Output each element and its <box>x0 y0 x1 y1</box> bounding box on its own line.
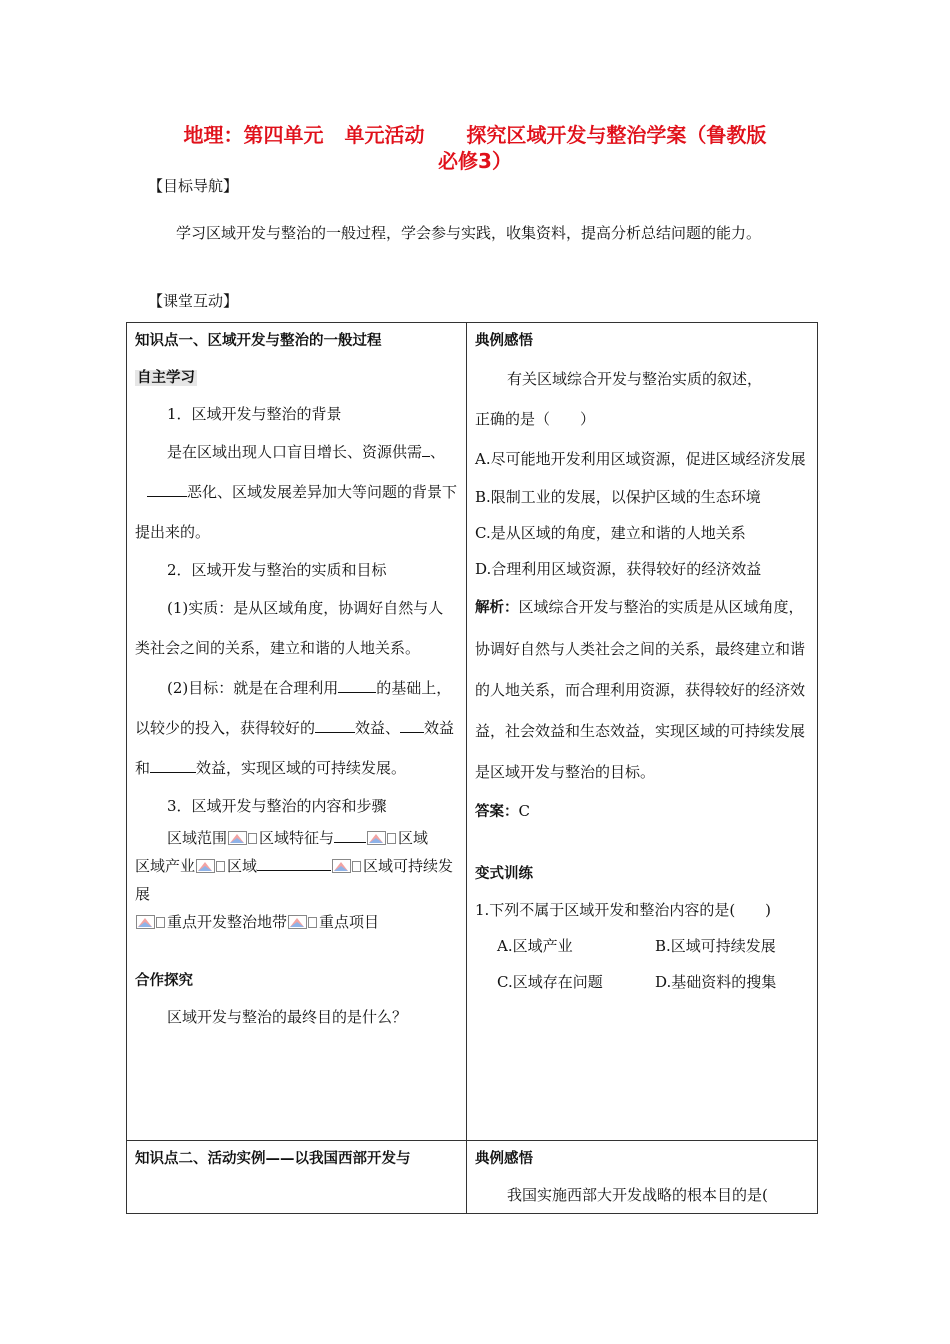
table-row <box>127 323 818 1141</box>
title-line-1: 地理：第四单元 单元活动 探究区域开发与整治学案（鲁教版 <box>183 123 767 147</box>
coop-label: 合作探究 <box>135 973 193 989</box>
point2-title: 知识点二、活动实例——以我国西部开发与 <box>135 1151 411 1167</box>
goal-heading: 【目标导航】 <box>148 177 239 195</box>
goal-text: 学习区域开发与整治的一般过程，学会参与实践，收集资料，提高分析总结问题的能力。 <box>176 224 762 242</box>
flow-step-7: 重点项目 <box>319 913 380 931</box>
left-cell-2 <box>127 1141 467 1214</box>
broken-arrow-icon <box>332 859 362 873</box>
item3-title: 3．区域开发与整治的内容和步骤 <box>167 797 387 815</box>
example-heading: 典例感悟 <box>475 333 533 349</box>
blank-7 <box>334 824 366 843</box>
variant-question: 1.下列不属于区域开发和整治内容的是( ) <box>475 901 772 919</box>
broken-arrow-icon <box>196 859 226 873</box>
item1-text-b: 、 <box>430 443 446 461</box>
item1-text-c: 恶化、区域发展差异加大等问题的背景下提出来的。 <box>135 483 458 541</box>
broken-arrow-icon <box>136 915 166 929</box>
option-c: C.是从区域的角度，建立和谐的人地关系 <box>475 524 746 542</box>
example-question-b: 正确的是（ ） <box>475 410 596 428</box>
blank-3 <box>338 674 376 693</box>
left-cell-1 <box>127 323 467 1141</box>
broken-arrow-icon <box>367 831 397 845</box>
item2-title: 2．区域开发与整治的实质和目标 <box>167 561 387 579</box>
steps-flow: 区域范围 区域特征与 区域 区域产业 区域 区域可持续发展 重点开发整治地带 重点项目 <box>135 824 458 936</box>
document-title <box>120 122 830 174</box>
option-a: A.尽可能地开发利用区域资源，促进区域经济发展 <box>475 450 806 468</box>
flow-step-6: 重点开发整治地带 <box>167 913 288 931</box>
flow-step-4: 区域 <box>227 857 258 875</box>
blank-4 <box>315 714 355 733</box>
blank-8 <box>257 852 331 871</box>
classroom-heading: 【课堂互动】 <box>148 292 239 310</box>
right-cell-1 <box>467 323 818 1141</box>
self-study-label: 自主学习 <box>137 370 195 386</box>
variant-option-b: B.区域可持续发展 <box>655 937 776 955</box>
blank-2 <box>147 478 187 497</box>
flow-step-2: 区域特征与 <box>259 829 335 847</box>
blank-6 <box>150 754 196 773</box>
item2-essence: (1)实质：是从区域角度，协调好自然与人类社会之间的关系，建立和谐的人地关系。 <box>135 599 444 657</box>
study-table <box>126 322 818 1214</box>
right-cell-2 <box>467 1141 818 1214</box>
broken-arrow-icon <box>228 831 258 845</box>
broken-arrow-icon <box>288 915 318 929</box>
flow-step-5: 区域可持续发展 <box>135 857 454 903</box>
answer-value: C <box>518 802 530 820</box>
coop-question: 区域开发与整治的最终目的是什么？ <box>167 1008 408 1026</box>
answer-label: 答案： <box>475 804 519 820</box>
item1-title: 1．区域开发与整治的背景 <box>167 405 342 423</box>
item1-text-a: 是在区域出现人口盲目增长、资源供需 <box>167 443 423 461</box>
item2-goal-d: 效益和 <box>135 719 455 777</box>
analysis-label: 解析： <box>475 600 519 616</box>
blank-5 <box>400 714 424 733</box>
blank-1 <box>422 438 430 457</box>
title-line-2: 必修3） <box>438 149 512 173</box>
flow-step-3: 区域产业 <box>135 857 196 875</box>
example-question-a: 有关区域综合开发与整治实质的叙述， <box>507 370 763 388</box>
option-d: D.合理利用区域资源，获得较好的经济效益 <box>475 560 762 578</box>
item2-goal-a: (2)目标：就是在合理利用 <box>167 679 339 697</box>
point1-title: 知识点一、区域开发与整治的一般过程 <box>135 333 382 349</box>
analysis-text: 区域综合开发与整治的实质是从区域角度，协调好自然与人类社会之间的关系，最终建立和谐的人地关系，而合理利用资源，获得较好的经济效益，社会效益和生态效益，实现区域的可持续发展是区域开发与整治的目标。 <box>475 598 806 781</box>
example2-heading: 典例感悟 <box>475 1151 533 1167</box>
item2-goal-e: 效益，实现区域的可持续发展。 <box>196 759 407 777</box>
variant-heading: 变式训练 <box>475 866 533 882</box>
item2-goal-c: 效益、 <box>355 719 401 737</box>
variant-option-c: C.区域存在问题 <box>497 973 603 991</box>
example2-question: 我国实施西部大开发战略的根本目的是( <box>507 1186 768 1204</box>
table-row <box>127 1141 818 1214</box>
variant-option-a: A.区域产业 <box>497 937 573 955</box>
variant-option-d: D.基础资料的搜集 <box>655 973 777 991</box>
option-b: B.限制工业的发展，以保护区域的生态环境 <box>475 488 761 506</box>
flow-step-1: 区域范围 <box>167 829 228 847</box>
item2-goal-b: 的基础上，以较少的投入，获得较好的 <box>135 679 452 737</box>
